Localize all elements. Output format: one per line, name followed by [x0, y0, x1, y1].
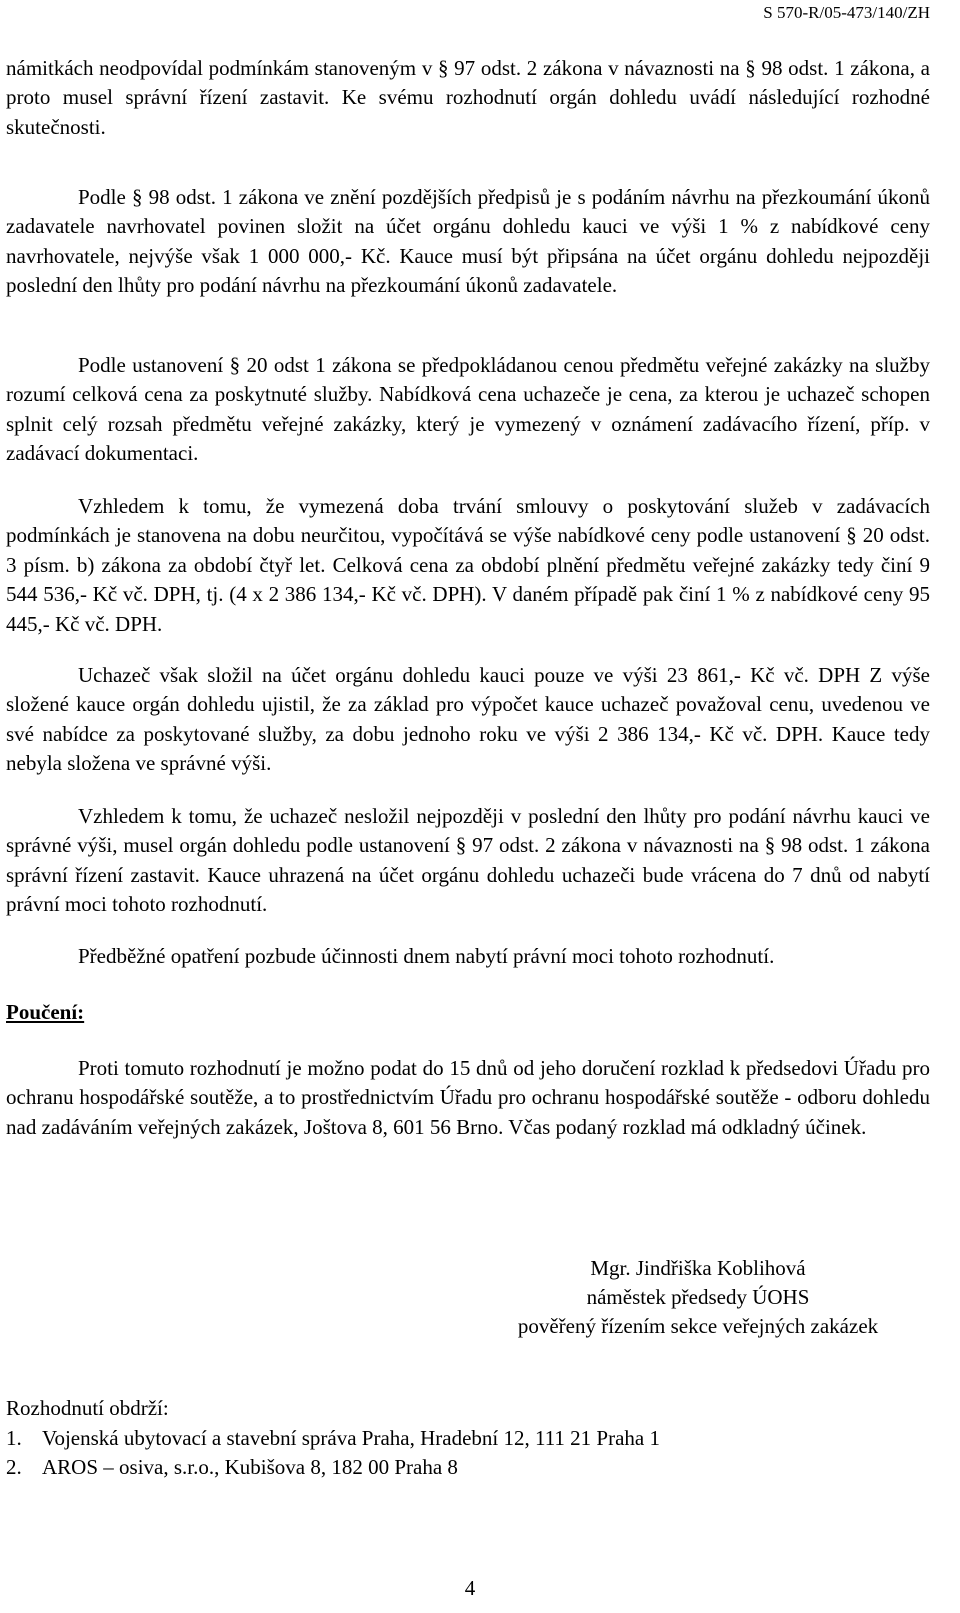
recipient-text: AROS – osiva, s.r.o., Kubišova 8, 182 00 Praha 8 — [42, 1455, 458, 1479]
instruction-text: Proti tomuto rozhodnutí je možno podat do 15 dnů od jeho doručení rozklad k předsedovi Úřadu pro ochranu hospodářské soutěže, a to prostřednictvím Úřadu pro ochranu hospodářské soutěže - odboru dohledu nad zadáváním veřejných zakázek, Joštova 8, 601 56 Brno. Včas podaný rozklad má odkladný účinek. — [6, 1056, 930, 1139]
recipients-list — [6, 1394, 660, 1483]
signature-name: Mgr. Jindřiška Koblihová — [590, 1256, 806, 1280]
paragraph-deposit-rule: Podle § 98 odst. 1 zákona ve znění pozdějších předpisů je s podáním návrhu na přezkoumání úkonů zadavatele navrhovatel povinen složit na účet orgánu dohledu kauci ve výši 1 % z nabídkové ceny navrhovatele, nejvýše však 1 000 000,- Kč. Kauce musí být připsána na účet orgánu dohledu nejpozději poslední den lhůty pro podání návrhu na přezkoumání úkonů zadavatele. — [6, 185, 930, 298]
signature-block — [430, 1254, 960, 1341]
document-reference: S 570-R/05-473/140/ZH — [763, 3, 930, 22]
paragraph-price-definition: Podle ustanovení § 20 odst 1 zákona se předpokládanou cenou předmětu veřejné zakázky na služby rozumí celková cena za poskytnuté služby. Nabídková cena uchazeče je cena, za kterou je uchazeč schopen splnit celý rozsah předmětu veřejné zakázky, který je vymezený v oznámení zadávacího řízení, příp. v zadávací dokumentaci. — [6, 353, 930, 466]
page-number: 4 — [464, 1576, 476, 1600]
recipient-item — [6, 1424, 660, 1454]
paragraph-deposit-paid: Uchazeč však složil na účet orgánu dohledu kauci pouze ve výši 23 861,- Kč vč. DPH Z výše složené kauce orgán dohledu ujistil, že za základ pro výpočet kauce uchazeč považoval cenu, uvedenou ve své nabídce za poskytované služby, za dobu jednoho roku ve výši 2 386 134,- Kč vč. DPH. Kauce tedy nebyla složena ve správné výši. — [6, 663, 930, 776]
signature-title: náměstek předsedy ÚOHS — [586, 1285, 810, 1309]
recipient-item — [6, 1453, 660, 1483]
recipients-heading: Rozhodnutí obdrží: — [6, 1396, 169, 1420]
recipient-number: 2. — [6, 1455, 22, 1479]
signature-role: pověřený řízením sekce veřejných zakázek — [517, 1314, 879, 1338]
paragraph-interim-measure: Předběžné opatření pozbude účinnosti dnem nabytí právní moci tohoto rozhodnutí. — [78, 944, 775, 968]
recipient-text: Vojenská ubytovací a stavební správa Praha, Hradební 12, 111 21 Praha 1 — [42, 1425, 660, 1450]
paragraph-termination: Vzhledem k tomu, že uchazeč nesložil nejpozději v poslední den lhůty pro podání návrhu kauci ve správné výši, musel orgán dohledu podle ustanovení § 97 odst. 2 zákona v návaznosti na § 98 odst. 1 zákona správní řízení zastavit. Kauce uhrazená na účet orgánu dohledu uchazeči bude vrácena do 7 dnů od nabytí právní moci tohoto rozhodnutí. — [6, 804, 930, 917]
recipient-number: 1. — [6, 1425, 22, 1450]
paragraph-continuation: námitkách neodpovídal podmínkám stanoveným v § 97 odst. 2 zákona v návaznosti na § 98 odst. 1 zákona, a proto musel správní řízení zastavit. Ke svému rozhodnutí orgán dohledu uvádí následující rozhodné skutečnosti. — [6, 56, 930, 139]
instruction-heading: Poučení: — [6, 1000, 85, 1024]
paragraph-price-calculation: Vzhledem k tomu, že vymezená doba trvání smlouvy o poskytování služeb v zadávacích podmínkách je stanovena na dobu neurčitou, vypočítává se výše nabídkové ceny podle ustanovení § 20 odst. 3 písm. b) zákona za období čtyř let. Celková cena za období plnění předmětu veřejné zakázky tedy činí 9 544 536,- Kč vč. DPH, tj. (4 x 2 386 134,- Kč vč. DPH). V daném případě pak činí 1 % z nabídkové ceny 95 445,- Kč vč. DPH. — [6, 494, 930, 636]
